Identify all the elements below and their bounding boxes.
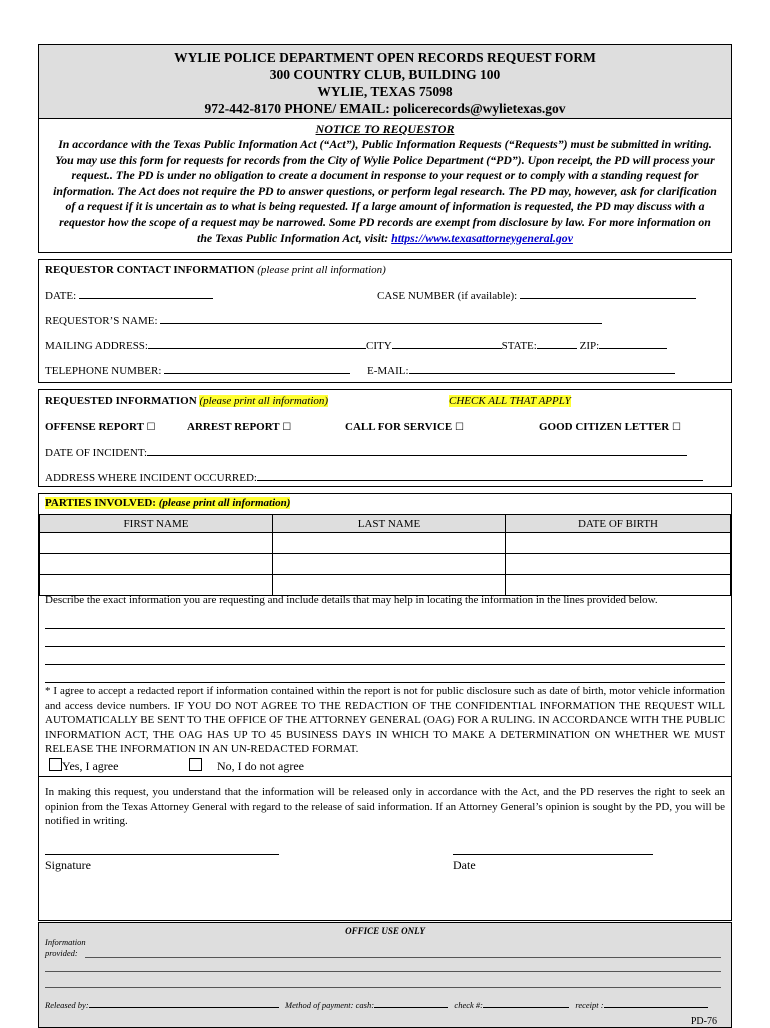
checkbox-icon[interactable] <box>189 758 202 771</box>
option-arrest-report[interactable] <box>187 421 291 433</box>
date-field[interactable] <box>79 288 213 299</box>
information-label: Information <box>45 937 86 948</box>
release-note: In making this request, you understand that the information will be released only in accordance with the Act, and the PD reserves the right to seek an opinion from the Texas Attorney General with regard to the release of said information. If an Attorney General’s opinion is sought by the PD, you will be notified in writing. <box>45 786 725 828</box>
info-line[interactable] <box>85 957 721 958</box>
redaction-agreement: * I agree to accept a redacted report if information contained within the report is not for public disclosure such as date of birth, motor vehicle information and access device numbers. IF YOU DO NOT AGREE TO THE REDACTION OF THE CONFIDENTIAL INFORMATION THE REQUEST WILL AUTOMATICALLY BE SENT TO THE OFFICE OF THE ATTORNEY GENERAL (OAG) FOR A RULING. IN ACCORDANCE WITH THE PUBLIC INFORMATION ACT, THE OAG HAS UP TO 45 BUSINESS DAYS IN WHICH TO MAKE A DETERMINATION ON WHETHER WE MUST RELEASE THE INFORMATION IN AN UN-REDACTED FORMAT. <box>45 685 725 756</box>
signature-date-label: Date <box>453 858 476 873</box>
incident-date-label: DATE OF INCIDENT: <box>45 447 148 460</box>
date-of-birth-cell[interactable] <box>506 575 731 596</box>
checkbox-icon[interactable]: ☐ <box>146 422 156 434</box>
agree-no-label: No, I do not agree <box>217 759 304 774</box>
address-label: MAILING ADDRESS: <box>45 340 148 353</box>
header-contact: 972-442-8170 PHONE/ EMAIL: policerecords@wylietexas.gov <box>204 101 566 116</box>
first-name-cell[interactable] <box>40 575 273 596</box>
notice-title: NOTICE TO REQUESTOR <box>315 122 455 136</box>
date-label: DATE: <box>45 290 77 303</box>
name-label: REQUESTOR’S NAME: <box>45 315 158 328</box>
describe-line[interactable] <box>45 682 725 683</box>
requested-hint: (please print all information) <box>199 395 329 408</box>
table-row <box>40 575 731 596</box>
provided-label: provided: <box>45 948 78 959</box>
column-first-name: FIRST NAME <box>40 515 273 533</box>
date-row <box>45 288 213 302</box>
column-date-of-birth: DATE OF BIRTH <box>506 515 731 533</box>
incident-address-row <box>45 470 703 484</box>
option-good-citizen-letter[interactable] <box>539 421 681 433</box>
records-request-form <box>38 44 732 1028</box>
contact-title: REQUESTOR CONTACT INFORMATION <box>45 264 255 277</box>
payment-method-label: Method of payment: cash: <box>285 1000 375 1011</box>
table-row <box>40 554 731 575</box>
incident-address-label: ADDRESS WHERE INCIDENT OCCURRED: <box>45 472 257 485</box>
requested-section <box>38 389 732 487</box>
cash-field[interactable] <box>374 999 448 1008</box>
option-call-label: CALL FOR SERVICE <box>345 421 453 434</box>
check-label: check #: <box>454 1000 483 1011</box>
date-of-birth-cell[interactable] <box>506 554 731 575</box>
zip-field[interactable] <box>599 338 667 349</box>
first-name-cell[interactable] <box>40 554 273 575</box>
parties-title: PARTIES INVOLVED: <box>45 497 156 510</box>
email-label: E-MAIL: <box>367 365 409 378</box>
describe-line[interactable] <box>45 664 725 665</box>
checkbox-icon[interactable]: ☐ <box>671 422 681 434</box>
describe-instructions: Describe the exact information you are requesting and include details that may help in locating the information in the lines provided below. <box>45 594 658 607</box>
address-row <box>45 338 667 352</box>
incident-date-field[interactable] <box>147 445 687 456</box>
zip-label: ZIP: <box>579 340 600 353</box>
last-name-cell[interactable] <box>273 533 506 554</box>
signature-label: Signature <box>45 858 91 873</box>
state-field[interactable] <box>537 338 577 349</box>
option-arrest-label: ARREST REPORT <box>187 421 280 434</box>
address-field[interactable] <box>148 338 366 349</box>
section-divider <box>39 776 731 777</box>
parties-section <box>38 493 732 921</box>
date-line[interactable] <box>453 854 653 855</box>
receipt-field[interactable] <box>604 999 708 1008</box>
released-by-row <box>45 999 708 1010</box>
requested-title: REQUESTED INFORMATION <box>45 395 197 408</box>
column-last-name: LAST NAME <box>273 515 506 533</box>
case-number-row <box>377 288 696 302</box>
header-street: 300 COUNTRY CLUB, BUILDING 100 <box>269 67 501 82</box>
last-name-cell[interactable] <box>273 554 506 575</box>
contact-section-title <box>45 264 386 276</box>
option-offense-label: OFFENSE REPORT <box>45 421 144 434</box>
office-use-title: OFFICE USE ONLY <box>345 926 425 937</box>
name-field[interactable] <box>160 313 602 324</box>
city-label: CITY <box>365 340 392 353</box>
state-label: STATE: <box>501 340 537 353</box>
released-by-field[interactable] <box>89 999 279 1008</box>
notice-body <box>51 137 719 246</box>
agree-yes-label: Yes, I agree <box>62 759 119 774</box>
incident-address-field[interactable] <box>257 470 703 481</box>
signature-line[interactable] <box>45 854 279 855</box>
office-use-section <box>38 922 732 1028</box>
checkbox-icon[interactable]: ☐ <box>454 422 464 434</box>
option-good-citizen-label: GOOD CITIZEN LETTER <box>539 421 670 434</box>
info-line[interactable] <box>45 987 721 988</box>
describe-line[interactable] <box>45 646 725 647</box>
parties-section-title <box>45 497 290 509</box>
parties-hint: (please print all information) <box>158 497 291 510</box>
parties-table <box>39 514 731 596</box>
released-by-label: Released by: <box>45 1000 89 1011</box>
parties-table-header <box>40 515 731 533</box>
incident-date-row <box>45 445 687 459</box>
date-of-birth-cell[interactable] <box>506 533 731 554</box>
agree-no-option[interactable] <box>189 758 304 774</box>
phone-label: TELEPHONE NUMBER: <box>45 365 162 378</box>
option-offense-report[interactable] <box>45 421 155 433</box>
last-name-cell[interactable] <box>273 575 506 596</box>
check-field[interactable] <box>483 999 569 1008</box>
notice-section <box>38 119 732 253</box>
option-call-for-service[interactable] <box>345 421 464 433</box>
describe-line[interactable] <box>45 628 725 629</box>
phone-row <box>45 363 350 377</box>
email-row <box>367 363 675 377</box>
header-title: WYLIE POLICE DEPARTMENT OPEN RECORDS REQUEST FORM <box>174 50 596 65</box>
attorney-general-link[interactable]: https://www.texasattorneygeneral.gov <box>391 230 573 245</box>
contact-hint: (please print all information) <box>257 264 386 277</box>
city-field[interactable] <box>392 338 502 349</box>
first-name-cell[interactable] <box>40 533 273 554</box>
check-all-label: CHECK ALL THAT APPLY <box>449 395 571 408</box>
phone-field[interactable] <box>164 363 350 374</box>
case-number-label: CASE NUMBER (if available): <box>377 290 518 303</box>
form-number: PD-76 <box>690 1016 717 1028</box>
receipt-label: receipt : <box>575 1000 604 1011</box>
table-row <box>40 533 731 554</box>
requested-section-title <box>45 395 328 407</box>
notice-text: In accordance with the Texas Public Information Act (“Act”), Public Information Requests (“Requests”) must be submitted in writing. You may use this form for requests for records from the City of Wylie Police Department (“PD”). Upon receipt, the PD will process your request.. The PD is under no obligation to create a document in response to your request or to comply with a standing request for information. The Act does not require the PD to answer questions, or perform legal research. The PD may, however, ask for clarification of a request if it is uncertain as to what is being requested. If a large amount of information is requested, the PD may discuss with a requestor how the scope of a request may be narrowed. Some PD records are exempt from disclosure by law. For more information on the Texas Public Information Act, visit: <box>53 137 717 245</box>
checkbox-icon[interactable] <box>49 758 62 771</box>
contact-section <box>38 259 732 383</box>
agree-yes-option[interactable] <box>49 758 118 774</box>
form-header <box>38 44 732 119</box>
header-city: WYLIE, TEXAS 75098 <box>317 84 453 99</box>
email-field[interactable] <box>409 363 675 374</box>
checkbox-icon[interactable]: ☐ <box>282 422 292 434</box>
info-line[interactable] <box>45 971 721 972</box>
case-number-field[interactable] <box>520 288 696 299</box>
name-row <box>45 313 602 327</box>
